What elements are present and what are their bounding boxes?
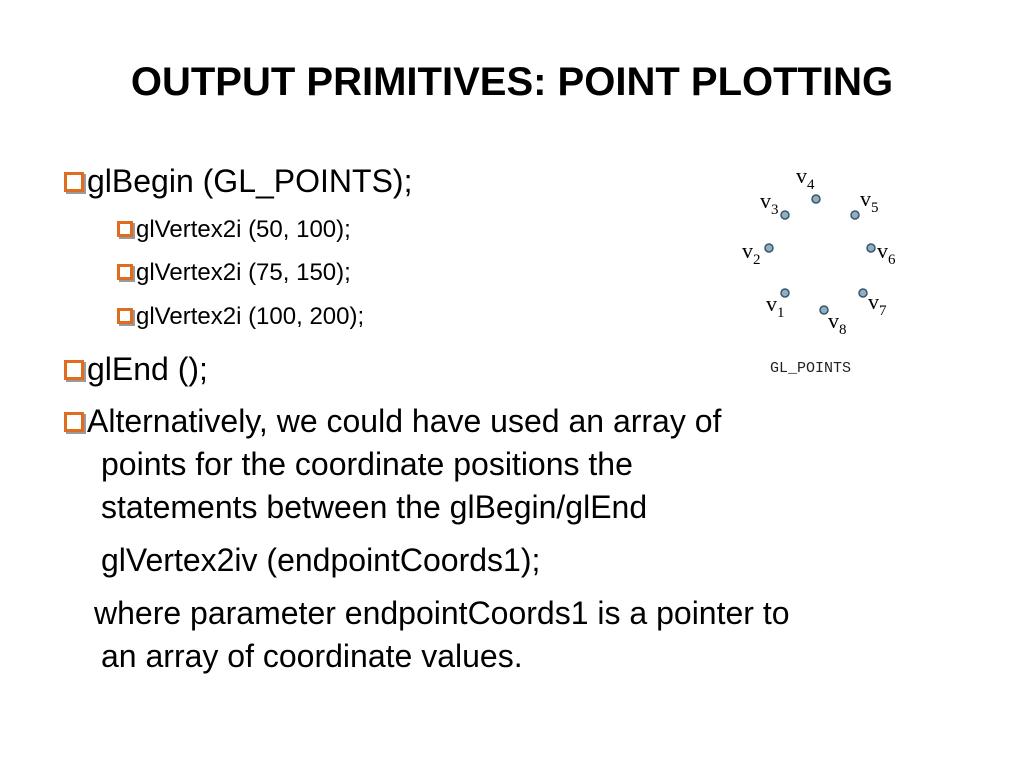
checkbox-bullet-icon — [117, 264, 133, 280]
bullet-alternatively — [64, 402, 721, 440]
sub-bullet-vertex-3 — [117, 302, 364, 332]
bullet-glend — [64, 350, 208, 388]
sub-bullet-vertex-1 — [117, 215, 351, 245]
sub-bullet-text: glVertex2i (50, 100); — [136, 216, 351, 243]
bullet-continuation: where parameter endpointCoords1 is a pointer to — [94, 595, 790, 631]
vertex-label-v2: $v_2$ — [742, 238, 761, 268]
bullet-text: glBegin (GL_POINTS); — [87, 163, 413, 199]
sub-bullet-text: glVertex2i (100, 200); — [136, 303, 365, 330]
checkbox-bullet-icon — [117, 221, 133, 237]
checkbox-bullet-icon — [64, 172, 84, 192]
point-v6 — [867, 244, 875, 252]
point-v4 — [812, 195, 820, 203]
vertex-label-v1: $v_1$ — [766, 291, 785, 321]
checkbox-bullet-icon — [64, 360, 84, 380]
checkbox-bullet-icon — [117, 308, 133, 324]
sub-bullet-vertex-2 — [117, 258, 351, 288]
vertex-label-v6: $v_6$ — [877, 238, 896, 268]
slide-title: OUTPUT PRIMITIVES: POINT PLOTTING — [130, 60, 894, 104]
vertex-label-v4: $v_4$ — [796, 163, 815, 193]
bullet-text: glEnd (); — [87, 351, 208, 387]
vertex-label-v8: $v_8$ — [828, 308, 847, 338]
diagram-caption: GL_POINTS — [770, 360, 852, 377]
bullet-continuation: an array of coordinate values. — [101, 638, 523, 674]
bullet-continuation: statements between the glBegin/glEnd — [101, 489, 648, 525]
point-v2 — [765, 244, 773, 252]
bullet-continuation: points for the coordinate positions the — [101, 446, 633, 482]
bullet-text: Alternatively, we could have used an array of — [87, 403, 722, 439]
point-v8 — [820, 306, 828, 314]
sub-bullet-text: glVertex2i (75, 150); — [136, 259, 351, 286]
point-v7 — [859, 289, 867, 297]
point-v3 — [781, 211, 789, 219]
checkbox-bullet-icon — [64, 412, 84, 432]
vertex-label-v7: $v_7$ — [868, 289, 887, 319]
point-v5 — [851, 211, 859, 219]
vertex-label-v5: $v_5$ — [860, 186, 879, 216]
code-line: glVertex2iv (endpointCoords1); — [101, 542, 541, 578]
bullet-glbegin — [64, 162, 412, 200]
gl-points-diagram — [730, 160, 900, 385]
vertex-label-v3: $v_3$ — [760, 188, 779, 218]
